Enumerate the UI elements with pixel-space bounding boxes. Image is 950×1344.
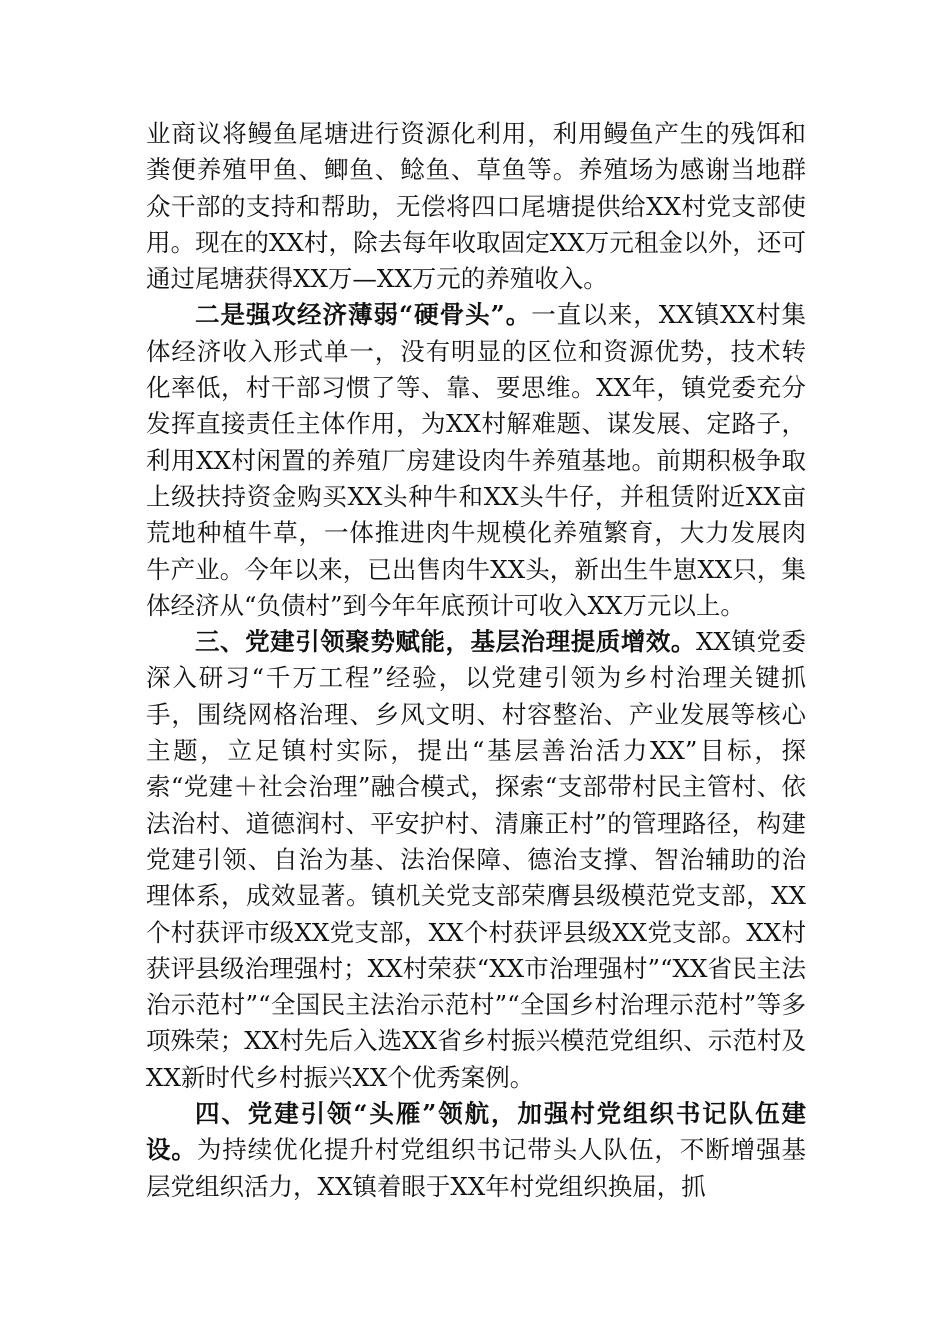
- paragraph-text: 业商议将鳗鱼尾塘进行资源化利用，利用鳗鱼产生的残饵和粪便养殖甲鱼、鲫鱼、鲶鱼、草鱼等。养殖场为感谢当地群众干部的支持和帮助，无偿将四口尾塘提供给XX村党支部使用。现在的XX村，除去每年收取固定XX万元租金以外，还可通过尾塘获得XX万—XX万元的养殖收入。: [146, 119, 806, 294]
- paragraph-text: XX镇党委深入研习“千万工程”经验，以党建引领为乡村治理关键抓手，围绕网格治理、乡风文明、村容整治、产业发展等核心主题，立足镇村实际，提出“基层善治活力XX”目标，探索“党建＋社会治理”融合模式，探索“支部带村民主管村、依法治村、道德润村、平安护村、清廉正村”的管理路径，构建党建引领、自治为基、法治保障、德治支撑、智治辅助的治理体系，成效显著。镇机关党支部荣膺县级模范党支部，XX个村获评市级XX党支部，XX个村获评县级XX党支部。XX村获评县级治理强村；XX村荣获“XX市治理强村”“XX省民主法治示范村”“全国民主法治示范村”“全国乡村治理示范村”等多项殊荣；XX村先后入选XX省乡村振兴模范党组织、示范村及XX新时代乡村振兴XX个优秀案例。: [146, 627, 806, 1092]
- paragraph-text: 为持续优化提升村党组织书记带头人队伍，不断增强基层党组织活力，XX镇着眼于XX年村党组织换届，抓: [146, 1135, 807, 1201]
- paragraph-governance: [146, 624, 806, 1096]
- paragraph-lead: 二是强攻经济薄弱“硬骨头”。: [195, 300, 532, 330]
- paragraph-continuation: [146, 116, 806, 297]
- paragraph-lead: 三、党建引领聚势赋能，基层治理提质增效。: [195, 627, 696, 657]
- paragraph-leadership: [146, 1096, 806, 1205]
- paragraph-lead: 四、党建引领“头雁”领航，加强村党组织书记队伍建设。: [146, 1099, 806, 1165]
- paragraph-economy: [146, 297, 806, 624]
- document-page: [146, 116, 806, 1205]
- paragraph-text: 一直以来，XX镇XX村集体经济收入形式单一，没有明显的区位和资源优势，技术转化率低，村干部习惯了等、靠、要思维。XX年，镇党委充分发挥直接责任主体作用，为XX村解难题、谋发展、定路子，利用XX村闲置的养殖厂房建设肉牛养殖基地。前期积极争取上级扶持资金购买XX头种牛和XX头牛仔，并租赁附近XX亩荒地种植牛草，一体推进肉牛规模化养殖繁育，大力发展肉牛产业。今年以来，已出售肉牛XX头，新出生牛崽XX只，集体经济从“负债村”到今年年底预计可收入XX万元以上。: [146, 300, 806, 620]
